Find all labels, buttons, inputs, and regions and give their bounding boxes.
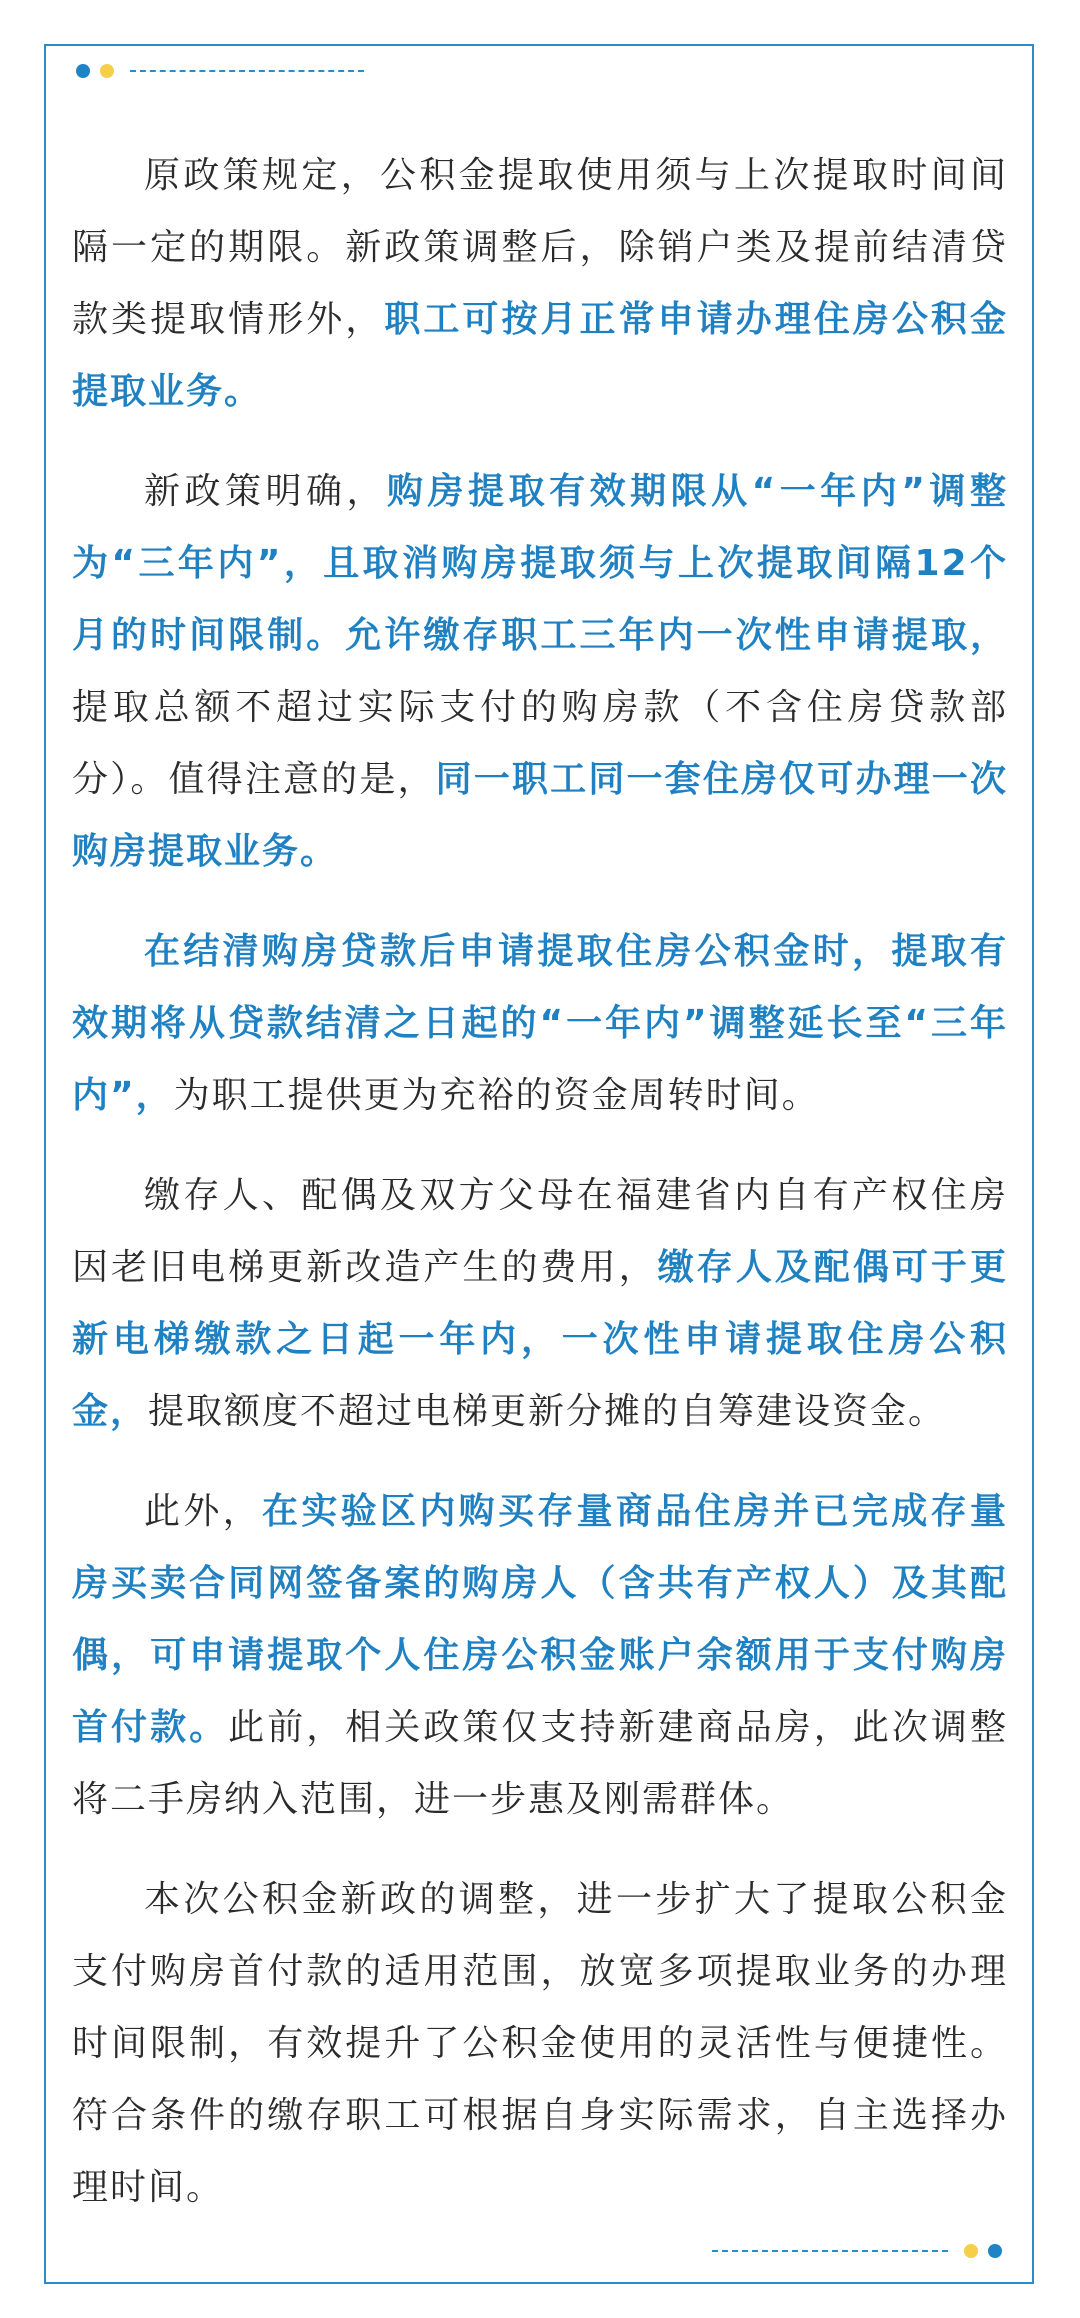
paragraph-4-highlight: 缴存人及配偶可于更新电梯缴款之日起一年内，一次性申请提取住房公积金，: [72, 1247, 1008, 1432]
top-decoration: [76, 64, 364, 78]
dashed-divider: [130, 70, 364, 72]
yellow-dot-icon: [964, 2244, 978, 2258]
paragraph-3-text: 为职工提供更为充裕的资金周转时间。: [173, 1075, 820, 1116]
paragraph-2-highlight: 同一职工同一套住房仅可办理一次购房提取业务。: [72, 759, 1008, 872]
paragraph-5-highlight: 在实验区内购买存量商品住房并已完成存量房买卖合同网签备案的购房人（含共有产权人）及其配偶，可申请提取个人住房公积金账户余额用于支付购房首付款。: [72, 1491, 1008, 1748]
paragraph-4-text: 提取额度不超过电梯更新分摊的自筹建设资金。: [148, 1391, 947, 1432]
paragraph-6: [72, 1864, 1008, 2224]
paragraph-3: [72, 916, 1008, 1132]
paragraph-1: [72, 140, 1008, 428]
article-frame: [44, 44, 1034, 2284]
paragraph-6-text: 本次公积金新政的调整，进一步扩大了提取公积金支付购房首付款的适用范围，放宽多项提取业务的办理时间限制，有效提升了公积金使用的灵活性与便捷性。符合条件的缴存职工可根据自身实际需求，自主选择办理时间。: [72, 1879, 1008, 2208]
blue-dot-icon: [988, 2244, 1002, 2258]
dashed-divider: [712, 2250, 948, 2252]
yellow-dot-icon: [100, 64, 114, 78]
paragraph-1-highlight: 职工可按月正常申请办理住房公积金提取业务。: [72, 299, 1008, 412]
paragraph-2-text: 提取总额不超过实际支付的购房款（不含住房贷款部分）。值得注意的是，: [72, 687, 1008, 800]
paragraph-4: [72, 1160, 1008, 1448]
paragraph-5-text: 此前，相关政策仅支持新建商品房，此次调整将二手房纳入范围，进一步惠及刚需群体。: [72, 1707, 1008, 1820]
paragraph-2-text: 新政策明确，: [144, 471, 388, 512]
article-body: [72, 140, 1008, 2252]
bottom-decoration: [712, 2244, 1002, 2258]
blue-dot-icon: [76, 64, 90, 78]
paragraph-2: [72, 456, 1008, 888]
paragraph-4-text: 缴存人、配偶及双方父母在福建省内自有产权住房因老旧电梯更新改造产生的费用，: [72, 1175, 1008, 1288]
paragraph-1-text: 原政策规定，公积金提取使用须与上次提取时间间隔一定的期限。新政策调整后，除销户类及提前结清贷款类提取情形外，: [72, 155, 1008, 340]
paragraph-2-highlight: 购房提取有效期限从“一年内”调整为“三年内”，且取消购房提取须与上次提取间隔12个月的时间限制。允许缴存职工三年内一次性申请提取，: [72, 471, 1008, 656]
paragraph-5-text: 此外，: [144, 1491, 262, 1532]
paragraph-5: [72, 1476, 1008, 1836]
paragraph-3-highlight: 在结清购房贷款后申请提取住房公积金时，提取有效期将从贷款结清之日起的“一年内”调整延长至“三年内”，: [72, 931, 1008, 1116]
